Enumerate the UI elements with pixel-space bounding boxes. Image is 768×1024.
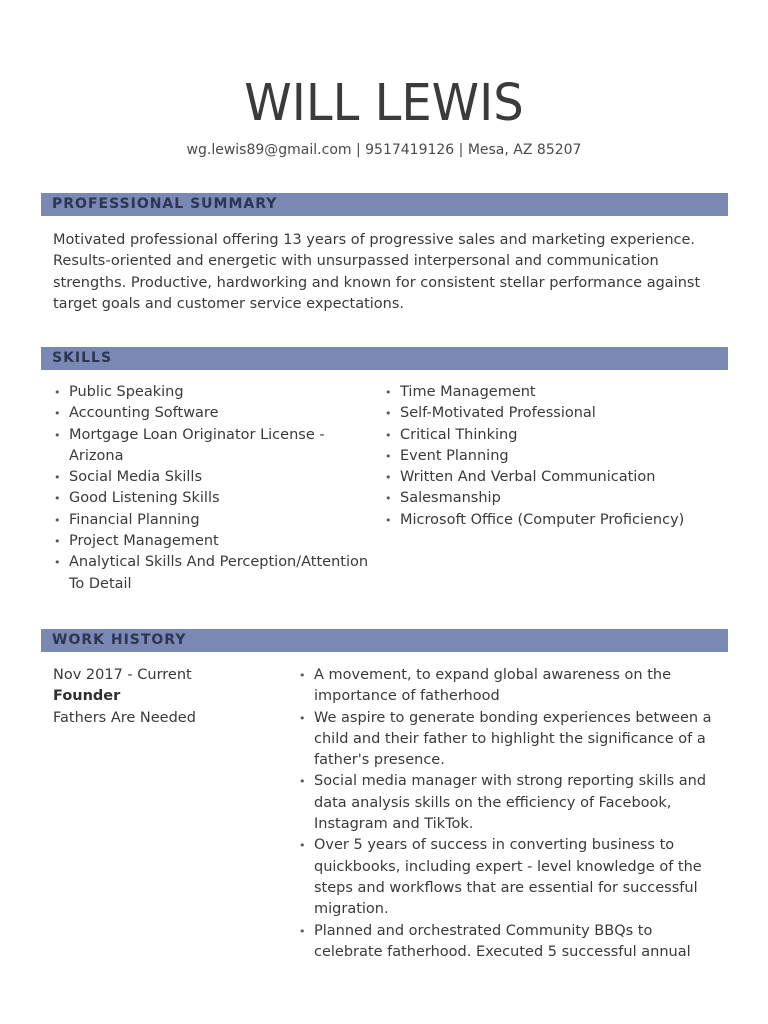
skill-item: • Self-Motivated Professional	[384, 403, 724, 424]
skill-item: • Good Listening Skills	[53, 488, 373, 509]
section-header-summary	[41, 193, 728, 216]
skills-list-left	[53, 382, 373, 595]
section-title-work: WORK HISTORY	[52, 632, 187, 648]
job-bullet: • A movement, to expand global awareness on the importance of fatherhood	[298, 665, 714, 708]
skill-item: • Written And Verbal Communication	[384, 467, 724, 488]
skill-item: • Salesmanship	[384, 488, 724, 509]
job-title: Founder	[53, 688, 121, 705]
section-header-work	[41, 629, 728, 652]
skill-item: • Analytical Skills And Perception/Attention To Detail	[53, 552, 373, 595]
section-header-skills	[41, 347, 728, 370]
skills-list-right	[384, 382, 724, 531]
skill-item: • Public Speaking	[53, 382, 373, 403]
skill-item: • Mortgage Loan Originator License - Arizona	[53, 425, 373, 468]
skill-item: • Accounting Software	[53, 403, 373, 424]
skill-item: • Time Management	[384, 382, 724, 403]
resume-name: WILL LEWIS	[244, 73, 524, 133]
skill-item: • Social Media Skills	[53, 467, 373, 488]
skill-item: • Financial Planning	[53, 510, 373, 531]
job-bullet: • Social media manager with strong reporting skills and data analysis skills on the efficiency of Facebook, Instagram and TikTok.	[298, 771, 714, 835]
job-bullet: • Over 5 years of success in converting business to quickbooks, including expert - level knowledge of the steps and workflows that are essential for successful migration.	[298, 835, 714, 920]
job-bullet: • Planned and orchestrated Community BBQs to celebrate fatherhood. Executed 5 successful annual	[298, 921, 714, 964]
job-bullets	[298, 665, 714, 963]
job-bullet: • We aspire to generate bonding experiences between a child and their father to highlight the significance of a father's presence.	[298, 708, 714, 772]
section-title-summary: PROFESSIONAL SUMMARY	[52, 196, 278, 212]
summary-text: Motivated professional offering 13 years of progressive sales and marketing experience. Results-oriented and energetic with unsurpassed interpersonal and communication strengths. Productive, hardworking and known for consistent stellar performance against target goals and customer service expectations.	[53, 232, 701, 312]
skill-item: • Event Planning	[384, 446, 724, 467]
section-title-skills: SKILLS	[52, 350, 113, 366]
skill-item: • Critical Thinking	[384, 425, 724, 446]
skill-item: • Microsoft Office (Computer Proficiency)	[384, 510, 724, 531]
job-company: Fathers Are Needed	[53, 709, 196, 726]
job-dates: Nov 2017 - Current	[53, 667, 192, 683]
skill-item: • Project Management	[53, 531, 373, 552]
job-meta	[53, 665, 273, 729]
contact-line: wg.lewis89@gmail.com | 9517419126 | Mesa, AZ 85207	[186, 142, 582, 158]
